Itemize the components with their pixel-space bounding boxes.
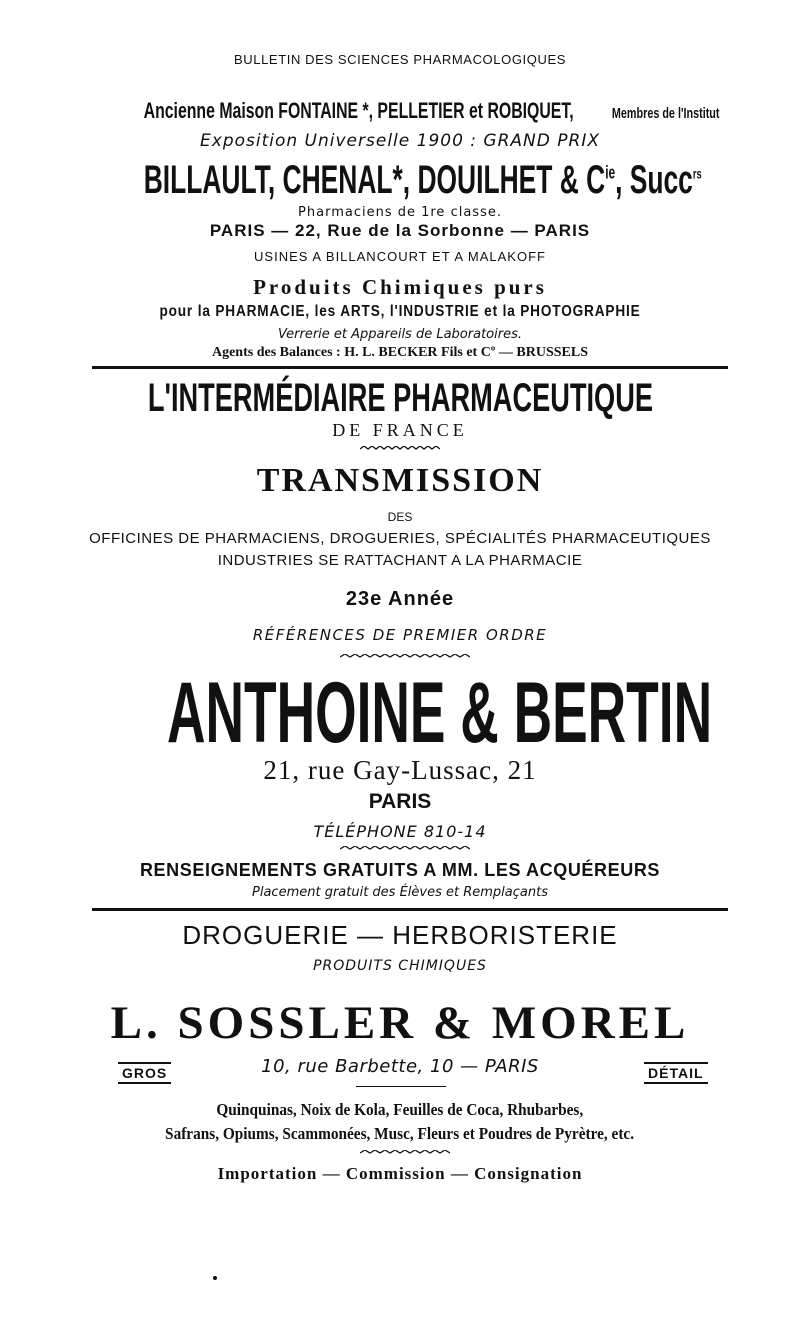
firm-name: BILLAULT, CHENAL*, DOUILHET & C [143,158,606,202]
membres-text: Membres de l'Institut [611,105,720,122]
ink-speck [213,1276,217,1280]
running-header: BULLETIN DES SCIENCES PHARMACOLOGIQUES [234,52,566,67]
transmission-line: TRANSMISSION [256,462,544,499]
firm-tail: , Succ [615,158,693,202]
pour-text: pour la PHARMACIE, les ARTS, l'INDUSTRIE et la PHOTOGRAPHIE [159,303,641,320]
detail-label [644,1062,708,1084]
firm-tail-sup: rs [692,165,702,182]
safrans-text: Safrans, Opiums, Scammonées, Musc, Fleurs et Poudres de Pyrètre, etc. [165,1124,635,1143]
firm-sup: ie [605,162,616,183]
exposition-line: Exposition Universelle 1900 : GRAND PRIX [200,131,600,151]
wavy-ornament-2 [340,654,470,660]
detail-text: DÉTAIL [644,1062,708,1084]
divider-rule-2 [92,908,728,911]
renseignements-line: RENSEIGNEMENTS GRATUITS A MM. LES ACQUÉREURS [139,860,661,880]
barbette-line: 10, rue Barbette, 10 — PARIS [261,1056,539,1077]
maison-text: Ancienne Maison FONTAINE *, PELLETIER et ROBIQUET, [143,98,574,123]
placement-line: Placement gratuit des Élèves et Remplaçants [252,885,548,900]
anthoine-bertin-name: ANTHOINE & BERTIN [167,665,713,761]
importation-line: Importation — Commission — Consignation [217,1164,583,1183]
annee-line: 23e Année [345,588,455,610]
industries-line: INDUSTRIES SE RATTACHANT A LA PHARMACIE [217,552,583,569]
produits-chimiques-italic-line: PRODUITS CHIMIQUES [313,958,487,974]
intermediaire-line [0,376,800,421]
quinquinas-text: Quinquinas, Noix de Kola, Feuilles de Coca, Rhubarbes, [216,1100,584,1119]
wavy-ornament-3 [340,846,470,852]
agents-line: Agents des Balances : H. L. BECKER Fils et Cº — BRUSSELS [211,345,589,360]
address-line: PARIS — 22, Rue de la Sorbonne — PARIS [209,221,591,240]
maison-line [0,98,800,124]
sossler-morel-line: L. SOSSLER & MOREL [110,997,690,1049]
quinquinas-line [0,1100,800,1120]
pour-line [0,303,800,321]
divider-rule-1 [92,366,728,369]
references-line: RÉFÉRENCES DE PREMIER ORDRE [252,626,548,644]
droguerie-line: DROGUERIE — HERBORISTERIE [182,920,618,950]
street-line: 21, rue Gay-Lussac, 21 [263,755,537,785]
de-france-line: DE FRANCE [332,420,468,440]
telephone-line: TÉLÉPHONE 810-14 [313,822,487,841]
gros-text: GROS [118,1062,171,1084]
paris-line: PARIS [368,790,432,813]
pharmaciens-line: Pharmaciens de 1re classe. [298,205,502,220]
wavy-ornament-4 [360,1150,450,1156]
verrerie-line: Verrerie et Appareils de Laboratoires. [278,327,522,342]
produits-chimiques-line: Produits Chimiques purs [253,275,547,299]
barbette-underline [356,1086,446,1087]
officines-line: OFFICINES DE PHARMACIENS, DROGUERIES, SPÉCIALITÉS PHARMACEUTIQUES [89,530,711,547]
intermediaire-title: L'INTERMÉDIAIRE PHARMACEUTIQUE [147,376,653,420]
des-line: DES [387,510,413,524]
anthoine-bertin-line [0,664,800,763]
safrans-line [0,1124,800,1144]
wavy-ornament-1 [360,446,440,452]
firm-line [0,158,800,203]
usines-line: USINES A BILLANCOURT ET A MALAKOFF [254,249,546,264]
